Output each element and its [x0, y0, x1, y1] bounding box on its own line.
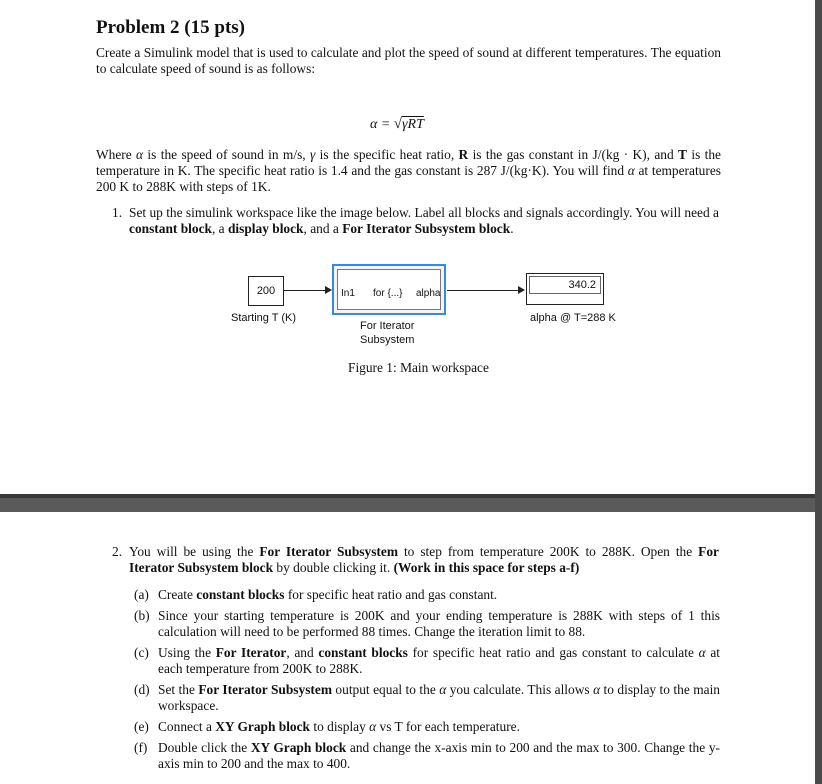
step-2c: (c) Using the For Iterator, and constant blocks for specific heat ratio and gas constant to calculate α at each temperature from 200K to 288K.	[134, 645, 720, 676]
step-2b: (b) Since your starting temperature is 200K and your ending temperature is 288K with steps of 1 this calculation will need to be performed 88 times. Change the iteration limit to 88.	[134, 608, 720, 639]
display-value: 340.2	[529, 276, 601, 294]
page-gap-shadow	[0, 494, 822, 498]
step-2e: (e) Connect a XY Graph block to display α vs T for each temperature.	[134, 719, 520, 734]
step-2-item: 2. You will be using the For Iterator Subsystem to step from temperature 200K to 288K. Open the For Iterator Subsystem block by double clicking it. (Work in this space for steps a-f)	[112, 544, 719, 575]
signal-wire-1	[283, 290, 326, 291]
step-2a: (a) Create constant blocks for specific heat ratio and gas constant.	[134, 587, 498, 602]
subsystem-for-label: for {...}	[373, 288, 403, 299]
subsystem-input-port: In1	[341, 288, 355, 299]
display-block	[526, 273, 604, 305]
figure-caption: Figure 1: Main workspace	[348, 360, 489, 375]
constant-block: 200	[248, 276, 284, 306]
for-iterator-subsystem-block	[332, 264, 446, 315]
subsystem-block-label: For Iterator Subsystem	[360, 320, 415, 346]
intro-paragraph: Create a Simulink model that is used to calculate and plot the speed of sound at different temperatures. The equation to calculate speed of sound is as follows:	[96, 45, 721, 76]
constant-block-label: Starting T (K)	[231, 312, 297, 324]
subsystem-output-port: alpha	[416, 288, 441, 299]
step-2f: (f) Double click the XY Graph block and change the x-axis min to 200 and the max to 300. Change the y-axis min to 200 and the max to 400.	[134, 740, 720, 771]
speed-of-sound-equation: α = √γRT	[370, 116, 424, 132]
signal-arrow-1	[325, 286, 332, 294]
where-paragraph: Where α is the speed of sound in m/s, γ is the specific heat ratio, R is the gas constant in J/(kg · K), and T is the temperature in K. The specific heat ratio is 1.4 and the gas constant is 287 J/(kg·K). You will find α at temperatures 200 K to 288K with steps of 1K.	[96, 147, 721, 194]
step-1-item: 1. Set up the simulink workspace like the image below. Label all blocks and signals accordingly. You will need a constant block, a display block, and a For Iterator Subsystem block.	[112, 205, 719, 236]
signal-wire-2	[447, 290, 519, 291]
viewer-right-edge	[815, 0, 822, 784]
step-2d: (d) Set the For Iterator Subsystem output equal to the α you calculate. This allows α to display to the main workspace.	[134, 682, 720, 713]
signal-arrow-2	[518, 286, 525, 294]
display-block-label: alpha @ T=288 K	[530, 312, 616, 324]
problem-title: Problem 2 (15 pts)	[96, 17, 245, 38]
